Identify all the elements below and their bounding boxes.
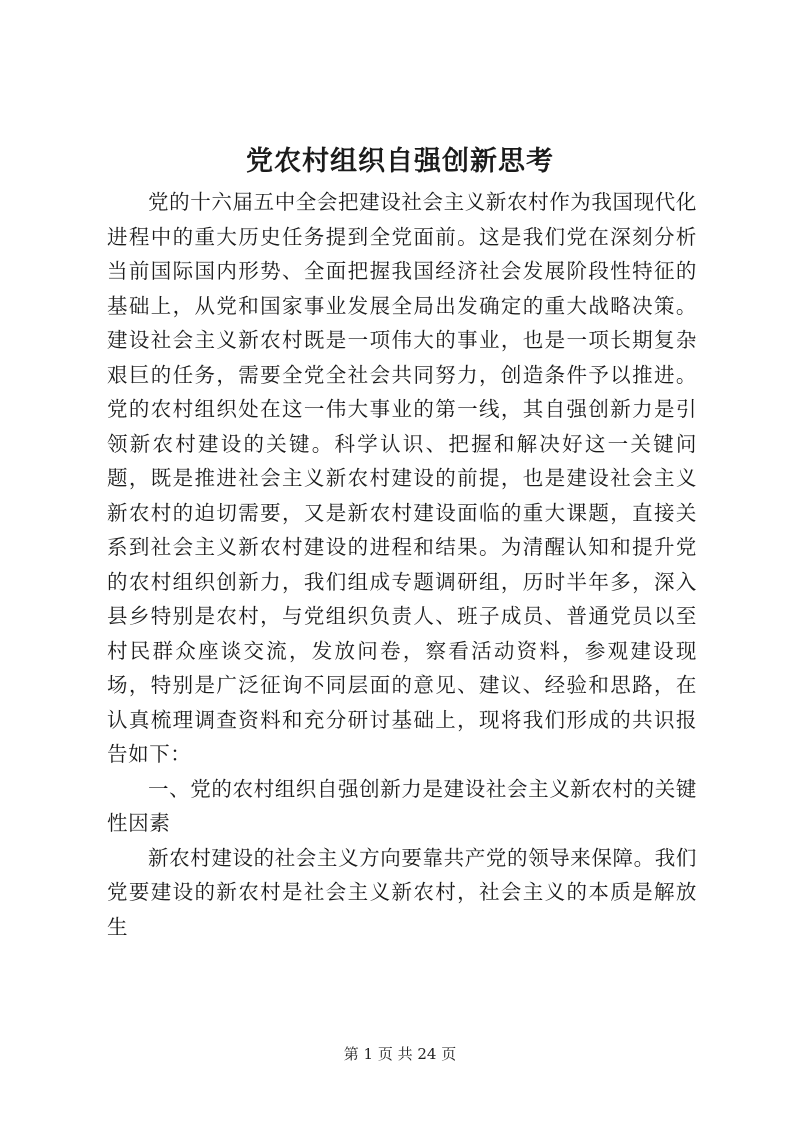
- section-heading-1: 一、党的农村组织自强创新力是建设社会主义新农村的关键性因素: [107, 776, 697, 835]
- document-body: [107, 185, 697, 944]
- paragraph-intro: 党的十六届五中全会把建设社会主义新农村作为我国现代化进程中的重大历史任务提到全党面前。这是我们党在深刻分析当前国际国内形势、全面把握我国经济社会发展阶段性特征的基础上，从党和国家事业发展全局出发确定的重大战略决策。建设社会主义新农村既是一项伟大的事业，也是一项长期复杂艰巨的任务，需要全党全社会共同努力，创造条件予以推进。党的农村组织处在这一伟大事业的第一线，其自强创新力是引领新农村建设的关键。科学认识、把握和解决好这一关键问题，既是推进社会主义新农村建设的前提，也是建设社会主义新农村的迫切需要，又是新农村建设面临的重大课题，直接关系到社会主义新农村建设的进程和结果。为清醒认知和提升党的农村组织创新力，我们组成专题调研组，历时半年多，深入县乡特别是农村，与党组织负责人、班子成员、普通党员以至村民群众座谈交流，发放问卷，察看活动资料，参观建设现场，特别是广泛征询不同层面的意见、建议、经验和思路，在认真梳理调查资料和充分研讨基础上，现将我们形成的共识报告如下：: [107, 190, 697, 766]
- paragraph-section-1: 新农村建设的社会主义方向要靠共产党的领导来保障。我们党要建设的新农村是社会主义新农村，社会主义的本质是解放生: [107, 845, 697, 939]
- page-footer: 第 1 页 共 24 页: [343, 1045, 457, 1063]
- document-title: 党农村组织自强创新思考: [246, 146, 554, 177]
